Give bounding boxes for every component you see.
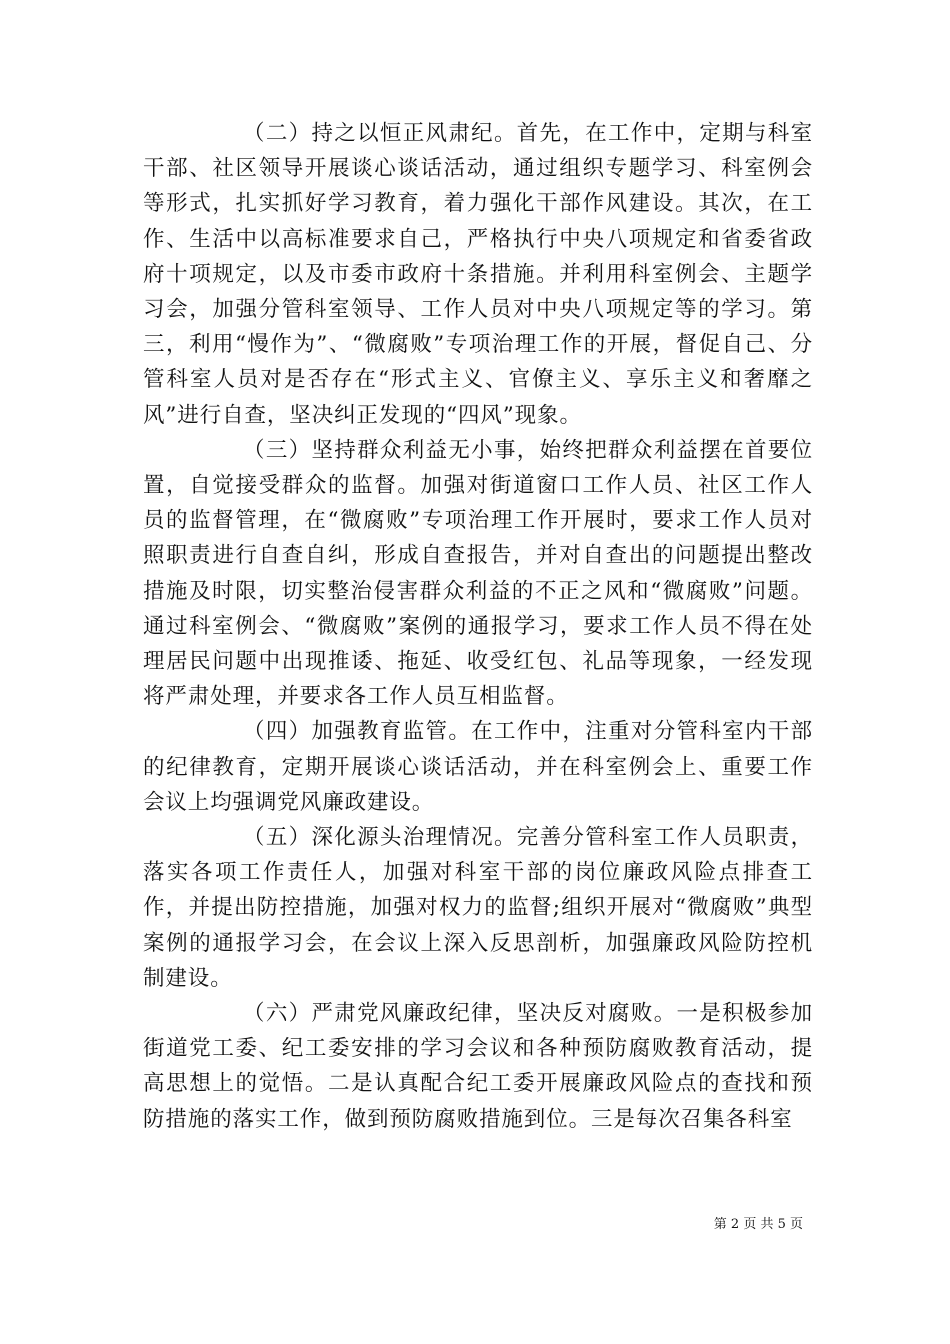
paragraph-5: （五）深化源头治理情况。完善分管科室工作人员职责，落实各项工作责任人，加强对科室干部的岗位廉政风险点排查工作，并提出防控措施，加强对权力的监督;组织开展对“微腐败”典型案例的通报学习会，在会议上深入反思剖析，加强廉政风险防控机制建设。 [143, 825, 813, 991]
paragraph-6: （六）严肃党风廉政纪律，坚决反对腐败。一是积极参加街道党工委、纪工委安排的学习会议和各种预防腐败教育活动，提高思想上的觉悟。二是认真配合纪工委开展廉政风险点的查找和预防措施的落实工作，做到预防腐败措施到位。三是每次召集各科室 [143, 1001, 813, 1132]
document-body [143, 116, 813, 1137]
paragraph-4: （四）加强教育监管。在工作中，注重对分管科室内干部的纪律教育，定期开展谈心谈话活动，并在科室例会上、重要工作会议上均强调党风廉政建设。 [143, 719, 813, 815]
paragraph-2: （二）持之以恒正风肃纪。首先，在工作中，定期与科室干部、社区领导开展谈心谈话活动，通过组织专题学习、科室例会等形式，扎实抓好学习教育，着力强化干部作风建设。其次，在工作、生活中以高标准要求自己，严格执行中央八项规定和省委省政府十项规定，以及市委市政府十条措施。并利用科室例会、主题学习会，加强分管科室领导、工作人员对中央八项规定等的学习。第三，利用“慢作为”、“微腐败”专项治理工作的开展，督促自己、分管科室人员对是否存在“形式主义、官僚主义、享乐主义和奢靡之风”进行自查，坚决纠正发现的“四风”现象。 [143, 121, 813, 428]
paragraph-3: （三）坚持群众利益无小事，始终把群众利益摆在首要位置，自觉接受群众的监督。加强对街道窗口工作人员、社区工作人员的监督管理，在“微腐败”专项治理工作开展时，要求工作人员对照职责进行自查自纠，形成自查报告，并对自查出的问题提出整改措施及时限，切实整治侵害群众利益的不正之风和“微腐败”问题。通过科室例会、“微腐败”案例的通报学习，要求工作人员不得在处理居民问题中出现推诿、拖延、收受红包、礼品等现象，一经发现将严肃处理，并要求各工作人员互相监督。 [143, 437, 813, 710]
page-number: 第 2 页 共 5 页 [713, 1217, 803, 1232]
